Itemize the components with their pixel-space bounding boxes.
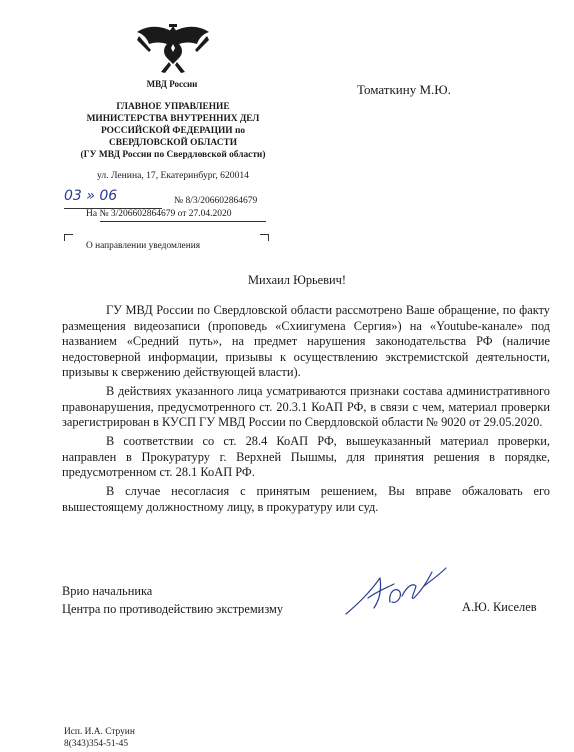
position-line: Центра по противодействию экстремизму [62,602,284,616]
body-paragraph: В случае несогласия с принятым решением, Вы вправе обжаловать его вышестоящему должностному лицу, в прокуратуру или суд. [62,484,550,514]
letter-subject: О направлении уведомления [86,241,201,251]
reference-underline [100,221,266,222]
org-line: (ГУ МВД России по Свердловской области) [80,150,266,160]
org-full-name [64,101,282,161]
addressee: Томаткину М.Ю. [357,82,451,97]
body-paragraph: ГУ МВД России по Свердловской области рассмотрено Ваше обращение, по факту размещения видеозаписи (проповедь «Схиигумена Сергия») на «Youtube-канале» под названием «Средний путь», на предмет нарушения законодательства РФ (наличие недостоверной информации, призывы к осуществлению экстремистской деятельности, призывы к свержению действующей власти). [62,303,550,379]
body-paragraph: В соответствии со ст. 28.4 КоАП РФ, вышеуказанный материал проверки, направлен в Прокуратуру г. Верхней Пышмы, для принятия решения в порядке, предусмотренном ст. 28.1 КоАП РФ. [62,434,550,479]
double-headed-eagle-emblem [133,18,213,78]
org-line: РОССИЙСКОЙ ФЕДЕРАЦИИ по [100,126,246,136]
org-line: СВЕРДЛОВСКОЙ ОБЛАСТИ [108,138,238,148]
subject-bracket-right [260,234,269,241]
org-short-name: МВД России [146,79,198,89]
letter-body [62,303,550,519]
body-paragraph: В действиях указанного лица усматриваются признаки состава административного правонарушения, предусмотренного ст. 20.3.1 КоАП РФ, в связи с чем, материал проверки зарегистрирован в КУСП ГУ МВД России по Свердловской области № 9020 от 29.05.2020. [62,384,550,429]
signatory-name: А.Ю. Киселев [462,600,537,614]
salutation: Михаил Юрьевич! [248,273,347,287]
outgoing-number: № 8/3/206602864679 [174,196,258,206]
executor-info [64,726,135,750]
position-line: Врио начальника [62,584,153,598]
executor-name: Исп. И.А. Струин [64,727,135,737]
subject-bracket-left [64,234,73,241]
handwritten-date: 03 » 06 [64,188,118,204]
org-address: ул. Ленина, 17, Екатеринбург, 620014 [97,170,249,181]
org-line: ГЛАВНОЕ УПРАВЛЕНИЕ [116,102,230,112]
executor-phone: 8(343)354-51-45 [64,739,129,749]
handwritten-signature [340,562,450,620]
signatory-position [62,582,283,618]
org-line: МИНИСТЕРСТВА ВНУТРЕННИХ ДЕЛ [86,114,260,124]
reference-number: На № 3/206602864679 от 27.04.2020 [86,209,232,219]
